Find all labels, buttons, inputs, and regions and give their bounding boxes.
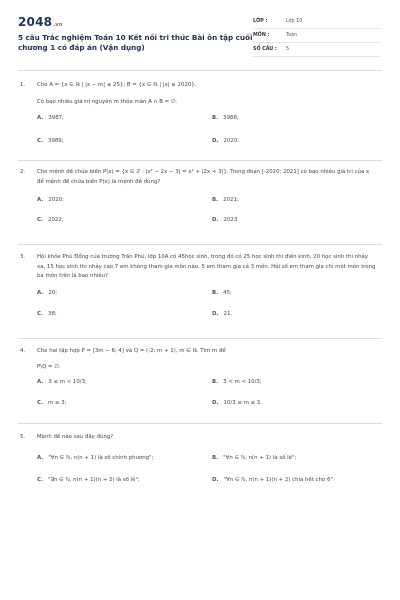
option-letter: B. — [212, 454, 219, 461]
option-text: 2021; — [223, 197, 239, 203]
option-text: 2020. — [223, 138, 239, 144]
meta-value: Toán — [286, 33, 298, 38]
options — [37, 378, 380, 416]
question-text: Cho A = {x ∈ ℝ | |x − m| ≤ 25}; B = {x ∈ ℝ | |x| ≥ 2020}. — [37, 82, 197, 88]
option-text: m ≥ 3; — [48, 400, 67, 406]
option-c[interactable] — [37, 310, 57, 319]
options — [37, 289, 380, 327]
option-letter: B. — [212, 197, 219, 203]
divider — [18, 70, 382, 71]
question-text: Mệnh đề nào sau đây đúng? — [37, 434, 114, 440]
meta-label: SỐ CÂU : — [253, 47, 277, 52]
option-a[interactable] — [37, 289, 57, 298]
divider — [18, 423, 382, 424]
meta-table — [253, 15, 381, 57]
option-b[interactable] — [212, 114, 239, 123]
divider — [18, 160, 382, 161]
question-3 — [20, 253, 380, 327]
question-1 — [20, 81, 380, 152]
option-text: 2023 — [223, 217, 238, 223]
question-number: 1. — [20, 82, 26, 88]
question-2 — [20, 168, 380, 234]
meta-row-count — [253, 43, 381, 57]
option-letter: C. — [37, 476, 44, 483]
meta-row-subject — [253, 29, 381, 43]
option-text: 3 ≤ m < 10/3; — [48, 379, 87, 385]
option-letter: D. — [212, 476, 219, 483]
option-d[interactable] — [212, 137, 239, 146]
option-a[interactable] — [37, 196, 64, 205]
question-5 — [20, 433, 380, 492]
question-number: 5. — [20, 434, 26, 440]
option-letter: D. — [212, 217, 219, 223]
option-text: 2020; — [48, 197, 64, 203]
logo-text: 2048 — [18, 15, 53, 29]
option-a[interactable] — [37, 378, 87, 387]
option-letter: D. — [212, 400, 219, 406]
option-text: "∀n ∈ ℕ, n(n + 1)(n + 2) chia hết cho 6". — [223, 476, 335, 483]
question-text: Cho hai tập hợp P = [3m − 6; 4] và Q = (-2; m + 1), m ∈ ℝ. Tìm m để — [37, 348, 226, 354]
question-4 — [20, 347, 380, 416]
option-d[interactable] — [212, 476, 335, 485]
option-letter: C. — [37, 217, 44, 223]
meta-label: LỚP : — [253, 19, 268, 24]
question-text: Hội khỏe Phù Đổng của trường Trần Phú, lớp 10A có 45học sinh, trong đó có 25 học sinh thi điền kinh, 20 học sinh thi nhảy xa, 15 học sinh thi nhảy cao,7 em không tham gia môn nào, 5 em tham gia cả 3 môn. Hỏi số em tham gia chỉ một môn trong ba môn trên là bao nhiêu? — [37, 254, 376, 279]
options — [37, 454, 380, 492]
option-text: 3989; — [48, 138, 64, 144]
option-text: 45; — [223, 289, 232, 296]
question-number: 3. — [20, 254, 26, 260]
divider — [18, 338, 382, 339]
options — [37, 196, 380, 234]
meta-value: Lớp 10 — [286, 19, 303, 24]
option-a[interactable] — [37, 114, 64, 123]
divider — [18, 244, 382, 245]
option-text: 2022; — [48, 217, 64, 223]
question-subtext: Có bao nhiêu giá trị nguyên m thỏa mãn A ∩ B = ∅. — [37, 98, 178, 105]
option-text: 3 < m < 10/3; — [223, 379, 262, 385]
option-letter: A. — [37, 289, 44, 296]
option-letter: B. — [212, 115, 219, 121]
option-text: 3987; — [48, 115, 64, 121]
option-text: 3988; — [223, 115, 239, 121]
option-text: 21. — [223, 310, 233, 317]
meta-label: MÔN : — [253, 33, 270, 38]
option-text: 20; — [48, 289, 58, 296]
question-number: 2. — [20, 169, 26, 175]
option-letter: D. — [212, 310, 219, 317]
option-letter: A. — [37, 379, 44, 385]
option-text: "∀n ∈ ℕ, n(n + 1) là số lẻ"; — [223, 454, 297, 461]
option-b[interactable] — [212, 454, 296, 463]
site-logo[interactable] — [18, 15, 63, 29]
option-c[interactable] — [37, 137, 64, 146]
meta-row-class — [253, 15, 381, 29]
option-text: 10/3 ≤ m ≤ 3. — [223, 400, 262, 406]
option-text: "∃n ∈ ℕ, n(n + 1)(n + 2) là số lẻ"; — [48, 476, 140, 483]
option-letter: B. — [212, 379, 219, 385]
option-letter: A. — [37, 197, 44, 203]
option-a[interactable] — [37, 454, 153, 463]
option-letter: A. — [37, 115, 44, 121]
option-d[interactable] — [212, 216, 237, 225]
question-text: Cho mệnh đề chứa biến P(x) = {x ∈ ℤ : |x² − 2x − 3| = x² + |2x + 3|}. Trong đoạn [-2020; 2021] có bao nhiêu giá trị của x để mệnh đề chứa biến P(x) là mệnh đề đúng? — [37, 169, 370, 185]
option-letter: C. — [37, 138, 44, 144]
option-letter: C. — [37, 310, 44, 317]
question-subtext: P\Q = ∅. — [37, 363, 61, 370]
document-title: 5 câu Trắc nghiệm Toán 10 Kết nối tri thức Bài ôn tập cuối chương 1 có đáp án (Vận dụng) — [18, 33, 253, 52]
option-text: "∀n ∈ ℕ, n(n + 1) là số chính phương"; — [48, 454, 154, 461]
logo-suffix: .vn — [53, 22, 63, 28]
meta-value: 5 — [286, 47, 290, 52]
option-c[interactable] — [37, 399, 66, 408]
option-c[interactable] — [37, 476, 140, 485]
option-letter: B. — [212, 289, 219, 296]
option-b[interactable] — [212, 289, 232, 298]
question-number: 4. — [20, 348, 26, 354]
option-letter: D. — [212, 138, 219, 144]
option-letter: C. — [37, 400, 44, 406]
option-b[interactable] — [212, 196, 239, 205]
option-letter: A. — [37, 454, 44, 461]
option-b[interactable] — [212, 378, 262, 387]
option-text: 38; — [48, 310, 57, 317]
option-d[interactable] — [212, 310, 232, 319]
option-d[interactable] — [212, 399, 262, 408]
option-c[interactable] — [37, 216, 64, 225]
options — [37, 114, 380, 152]
